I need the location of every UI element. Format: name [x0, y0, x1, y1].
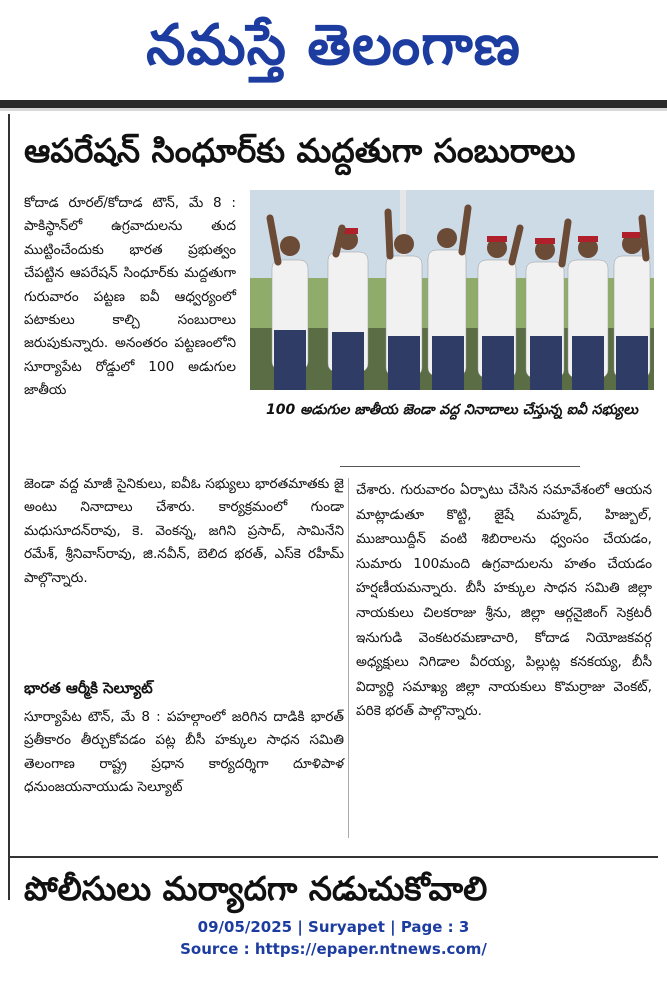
article-lead-paragraph: కోదాడ రూరల్/కోదాడ టౌన్, మే 8 : పాకిస్థాన్‌లో ఉగ్రవాదులను తుద ముట్టించేందుకు భారత ప్రభుత్వం చేపట్టిన ఆపరేషన్ సింధూర్‌కు మద్దతుగా గురువారం పట్టణ ఐవీ ఆధ్వర్యంలో పటాకులు కాల్చి సంబురాలు జరుపుకున్నారు. అనంతరం పట్టణంలోని సూర్యాపేట రోడ్డులో 100 అడుగుల జాతీయ — [24, 195, 236, 399]
group-photo-illustration — [250, 190, 654, 390]
column-divider — [348, 478, 349, 838]
article-right-column — [356, 478, 652, 724]
newspaper-title: నమస్తే తెలంగాణ — [146, 13, 521, 78]
sub-article-box — [24, 706, 344, 800]
sub-headline: భారత ఆర్మీకి సెల్యూట్ — [24, 679, 153, 697]
source-footer — [0, 916, 667, 960]
sub-article-paragraph: సూర్యాపేట టౌన్, మే 8 : పహల్గాంలో జరిగిన దాడికి భారత్ ప్రతీకారం తీర్చుకోవడం పట్ల బీసీ హక్కుల సాధన సమితి తెలంగాణ రాష్ట్ర ప్రధాన కార్యదర్శిగా దూళిపాళ ధనుంజయనాయుడు సెల్యూట్ — [24, 709, 344, 796]
footer-source-link[interactable]: Source : https://epaper.ntnews.com/ — [180, 940, 487, 958]
article-wide-paragraph: జెండా వద్ద మాజీ సైనికులు, ఐవీఓ సభ్యులు భారతమాతకు జై అంటు నినాదాలు చేశారు. కార్యక్రమంలో గుండా మధుసూదన్‌రావు, కె. వెంకన్న, జగిని ప్రసాద్, సామినేని రమేశ్, శ్రీనివాస్‌రావు, జి.నవీన్, బెలిద భరత్, ఎస్‌కె రహీమ్ పాల్గొన్నారు. — [24, 476, 344, 586]
article-wide-paragraph-box — [24, 473, 344, 590]
masthead-rule-shadow — [0, 108, 667, 111]
footer-date-page: 09/05/2025 | Suryapet | Page : 3 — [197, 918, 470, 936]
masthead — [0, 0, 667, 98]
caption-divider — [340, 466, 580, 467]
article-separator — [8, 856, 658, 858]
article-left-column — [24, 192, 236, 403]
news-photo — [250, 190, 654, 390]
next-article-headline: పోలీసులు మర్యాదగా నడుచుకోవాలి — [24, 869, 488, 908]
photo-caption: 100 అడుగుల జాతీయ జెండా వద్ద నినాదాలు చేస్తున్న ఐవీ సభ్యులు — [266, 402, 638, 418]
article-headline: ఆపరేషన్ సింధూర్‌కు మద్దతుగా సంబురాలు — [24, 131, 576, 170]
article-right-paragraph: చేశారు. గురువారం ఏర్పాటు చేసిన సమావేశంలో ఆయన మాట్లాడుతూ కొట్టి, జైషే మహ్మద్, హిజ్బుల్, ముజాయిద్దీన్ వంటి శిబిరాలను ధ్వంసం చేయడం, సుమారు 100మంది ఉగ్రవాదులను హతం చేయడం హర్షణీయమన్నారు. బీసీ హక్కుల సాధన సమితి జిల్లా నాయకులు చిలకరాజు శ్రీను, జిల్లా ఆర్గనైజింగ్ సెక్రటరీ ఇనుగుడి వెంకటరమణాచారి, కోదాడ నియోజకవర్గ అధ్యక్షులు నిగిడాల వీరయ్య, పిల్లుట్ల కనకయ్య, బీసీ విద్యార్థి సమాఖ్య జిల్లా నాయకులు కొమర్రాజు వెంకట్, పరికె భరత్ పాల్గొన్నారు. — [356, 482, 652, 720]
clip-border — [8, 114, 10, 900]
